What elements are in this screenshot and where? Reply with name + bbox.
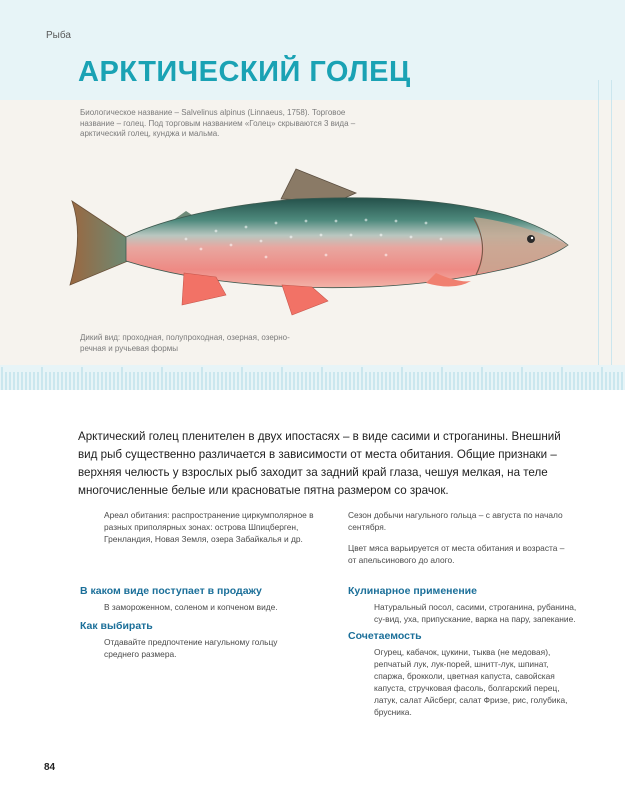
choose-text: Отдавайте предпочтение нагульному гольцу среднего размера.	[104, 637, 278, 659]
ruler-ticks	[0, 365, 625, 390]
ruler-strip	[0, 365, 625, 390]
culinary-heading: Кулинарное применение	[348, 585, 477, 597]
grid-line	[611, 80, 612, 390]
pairing-text: Огурец, кабачок, цукини, тыква (не медовая), репчатый лук, лук-порей, шнитт-лук, шпинат, спаржа, брокколи, цветная капуста, савойская капуста, стручковая фасоль, болгарский перец, латук, салат Айсберг, салат Фризе, рис, голубика, брусника.	[374, 647, 568, 717]
season-text: Сезон добычи нагульного гольца – с августа по начало сентября.	[348, 510, 563, 532]
page-title: АРКТИЧЕСКИЙ ГОЛЕЦ	[78, 56, 411, 88]
culinary-text: Натуральный посол, сасими, строганина, рубанина, су-вид, уха, припускание, варка на пару, запекание.	[374, 602, 577, 624]
page-number: 84	[44, 762, 56, 773]
section-tag: Рыба	[46, 30, 71, 41]
biological-name-caption: Биологическое название – Salvelinus alpinus (Linnaeus, 1758). Торговое название – голец. Под торговым названием «Голец» скрываются 3 вида – арктический голец, кунджа и мальма.	[80, 108, 356, 138]
pairing-heading: Сочетаемость	[348, 630, 422, 642]
intro-paragraph: Арктический голец пленителен в двух ипостасях – в виде сасими и строганины. Внешний вид рыб существенно различается в зависимости от места обитания. Общие признаки – верхняя челюсть у взрослых рыб заходит за задний край глаза, чешуя мелкая, на теле многочисленные белые или красноватые пятна размером со зрачок.	[78, 430, 561, 497]
arctic-char-illustration	[66, 165, 571, 340]
meat-color-text: Цвет мяса варьируется от места обитания и возраста – от апельсинового до алого.	[348, 543, 565, 565]
habitat-text: Ареал обитания: распространение циркумполярное в разных приполярных зонах: острова Шпицберген, Гренландия, Новая Земля, озера Забайкалья и др.	[104, 510, 314, 544]
sale-heading: В каком виде поступает в продажу	[80, 585, 262, 597]
grid-line	[598, 80, 599, 390]
wild-forms-caption: Дикий вид: проходная, полупроходная, озерная, озерно-речная и ручьевая формы	[80, 333, 290, 353]
choose-heading: Как выбирать	[80, 620, 153, 632]
sale-text: В замороженном, соленом и копченом виде.	[104, 602, 278, 612]
